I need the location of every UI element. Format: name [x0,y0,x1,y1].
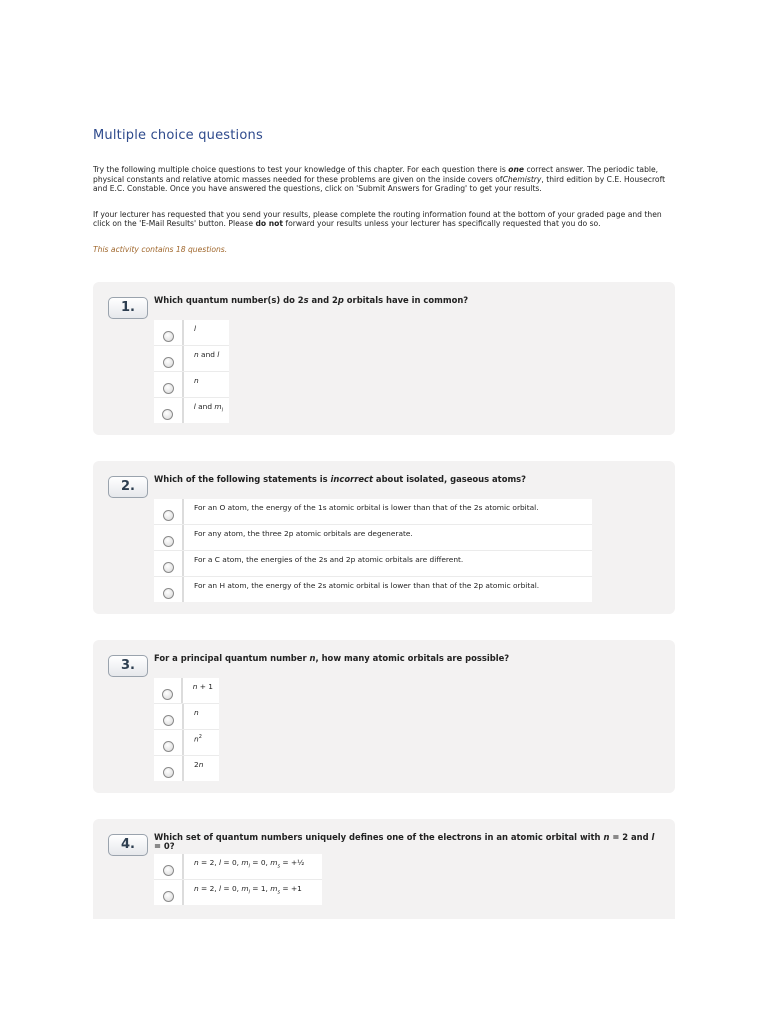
question-number: 2. [108,476,148,498]
option-label: n [194,376,199,385]
radio-button[interactable] [162,689,173,700]
question-3 [93,640,675,793]
question-text: Which of the following statements is incorrect about isolated, gaseous atoms? [154,474,527,484]
answer-option [154,346,229,372]
radio-button[interactable] [163,331,174,342]
question-number: 3. [108,655,148,677]
answer-option [154,854,322,880]
option-label: n + 1 [192,682,213,691]
option-label: For an O atom, the energy of the 1s atomic orbital is lower than that of the 2s atomic orbital. [194,503,539,512]
question-text: Which set of quantum numbers uniquely defines one of the electrons in an atomic orbital with n = 2 and l = 0? [154,832,655,851]
intro [93,165,675,255]
option-label: l [194,324,197,333]
question-text: For a principal quantum number n, how many atomic orbitals are possible? [154,653,510,663]
radio-button[interactable] [163,767,174,778]
radio-button[interactable] [163,715,174,726]
option-label: n [194,708,199,717]
intro-paragraph-2: If your lecturer has requested that you send your results, please complete the routing information found at the bottom of your graded page and then click on the 'E-Mail Results' button. Please do not forward your results unless your lecturer has specifically requested that you do so. [93,209,662,229]
option-label: 2n [194,760,204,769]
question-4 [93,819,675,919]
answer-option [154,880,322,905]
intro-paragraph-1: Try the following multiple choice questions to test your knowledge of this chapter. For each question there is one correct answer. The periodic table, physical constants and relative atomic masses needed for these problems are given on the inside covers ofChemistry, third edition by C.E. Housecroft and E.C. Constable. Once you have answered the questions, click on 'Submit Answers for Grading' to get your results. [93,165,666,194]
answer-option [154,372,229,398]
answer-option [154,704,219,730]
radio-button[interactable] [163,357,174,368]
radio-button[interactable] [163,865,174,876]
answer-option [154,730,219,756]
radio-button[interactable] [163,891,174,902]
answer-option [154,320,229,346]
option-label: For any atom, the three 2p atomic orbitals are degenerate. [194,529,413,538]
answer-option [154,678,219,704]
option-label: For an H atom, the energy of the 2s atomic orbital is lower than that of the 2p atomic orbital. [194,581,540,590]
answer-options [154,320,229,423]
question-number: 4. [108,834,148,856]
answer-option [154,398,229,423]
page-content [93,128,675,271]
radio-button[interactable] [163,510,174,521]
radio-button[interactable] [163,562,174,573]
question-1 [93,282,675,435]
question-text: Which quantum number(s) do 2s and 2p orbitals have in common? [154,295,469,305]
answer-options [154,499,592,602]
question-2 [93,461,675,614]
option-label: $n^2$ [194,734,202,744]
activity-note: This activity contains 18 questions. [93,244,228,254]
option-label: n and l [194,350,220,359]
answer-option [154,525,592,551]
page-title: Multiple choice questions [93,128,263,143]
answer-options [154,678,219,781]
answer-option [154,577,592,602]
option-label: n = 2, l = 0, $m_l = 1$, $m_s = +1$ [194,884,302,896]
radio-button[interactable] [163,588,174,599]
question-number: 1. [108,297,148,319]
radio-button[interactable] [163,383,174,394]
radio-button[interactable] [163,536,174,547]
answer-option [154,756,219,781]
answer-options [154,854,322,905]
option-label: n = 2, l = 0, $m_l = 0$, $m_s$ = +½ [194,858,305,870]
option-label: l and $m_l$ [193,402,223,414]
radio-button[interactable] [162,409,173,420]
option-label: For a C atom, the energies of the 2s and 2p atomic orbitals are different. [194,555,464,564]
answer-option [154,551,592,577]
answer-option [154,499,592,525]
radio-button[interactable] [163,741,174,752]
